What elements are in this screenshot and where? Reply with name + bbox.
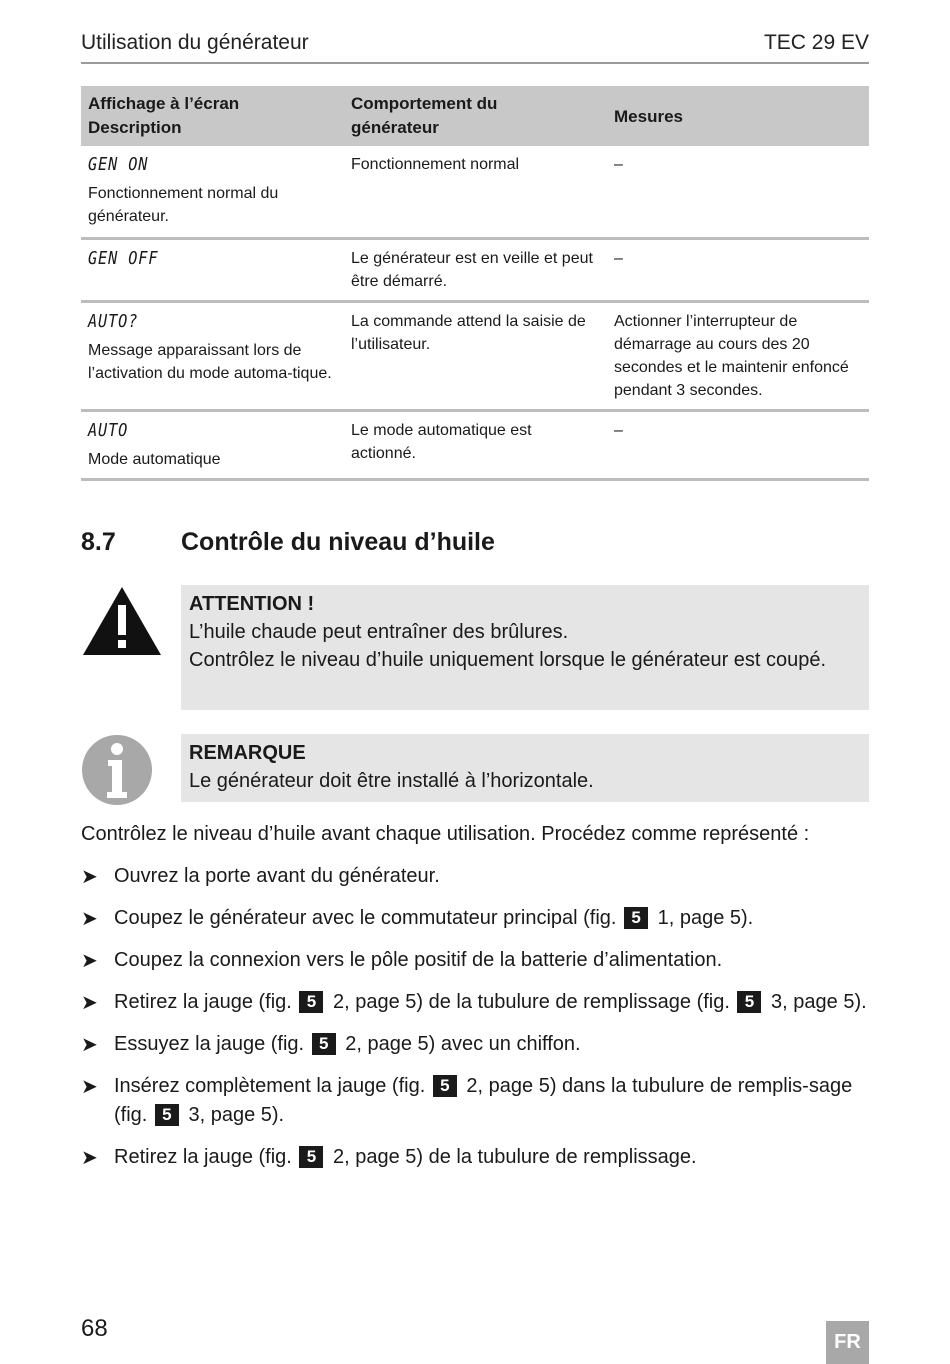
- row-description: Mode automatique: [88, 451, 221, 468]
- list-item: ➤ Retirez la jauge (fig. 5 2, page 5) de la tubulure de remplissage (fig. 5 3, page 5).: [81, 988, 871, 1017]
- table-cell-display: [81, 146, 344, 239]
- list-item: ➤ Coupez la connexion vers le pôle positif de la batterie d’alimentation.: [81, 946, 871, 975]
- lcd-display-text: GEN ON: [88, 154, 149, 175]
- arrow-bullet-icon: ➤: [81, 992, 98, 1014]
- table-cell-measures: Actionner l’interrupteur de démarrage au cours des 20 secondes et le maintenir enfoncé pendant 3 secondes.: [607, 302, 869, 411]
- list-item: ➤ Ouvrez la porte avant du générateur.: [81, 862, 871, 891]
- procedure-steps: [81, 862, 871, 1185]
- table-row: [81, 411, 869, 480]
- table-cell-display: [81, 411, 344, 480]
- figure-reference-badge: 5: [299, 991, 323, 1013]
- warning-triangle-icon: [81, 585, 163, 662]
- remarque-line-1: Le générateur doit être installé à l’horizontale.: [189, 770, 594, 792]
- intro-paragraph: Contrôlez le niveau d’huile avant chaque utilisation. Procédez comme représenté :: [81, 823, 810, 845]
- figure-reference-badge: 5: [312, 1033, 336, 1055]
- figure-reference-badge: 5: [155, 1104, 179, 1126]
- arrow-bullet-icon: ➤: [81, 908, 98, 930]
- column-header-behavior: Comportement du générateur: [344, 86, 607, 146]
- column-header-measures: Mesures: [607, 86, 869, 146]
- table-cell-behavior: Le générateur est en veille et peut être démarré.: [344, 239, 607, 302]
- column-header-display: Affichage à l’écran Description: [81, 86, 344, 146]
- figure-reference-badge: 5: [299, 1146, 323, 1168]
- page-header: [81, 30, 869, 64]
- remarque-notice: [181, 734, 869, 802]
- arrow-bullet-icon: ➤: [81, 950, 98, 972]
- section-title: Contrôle du niveau d’huile: [181, 528, 495, 556]
- attention-notice: [181, 585, 869, 710]
- attention-line-1: L’huile chaude peut entraîner des brûlures.: [189, 621, 569, 643]
- attention-line-2: Contrôlez le niveau d’huile uniquement lorsque le générateur est coupé.: [189, 649, 827, 671]
- language-badge: FR: [826, 1321, 869, 1364]
- row-description: Fonctionnement normal du générateur.: [88, 185, 279, 225]
- remarque-title: REMARQUE: [189, 742, 306, 764]
- figure-reference-badge: 5: [433, 1075, 457, 1097]
- table-cell-behavior: La commande attend la saisie de l’utilisateur.: [344, 302, 607, 411]
- table-cell-measures: –: [607, 239, 869, 302]
- figure-reference-badge: 5: [624, 907, 648, 929]
- list-item: ➤ Coupez le générateur avec le commutateur principal (fig. 5 1, page 5).: [81, 904, 871, 933]
- table-row: [81, 302, 869, 411]
- arrow-bullet-icon: ➤: [81, 1034, 98, 1056]
- section-number: 8.7: [81, 528, 116, 556]
- lcd-display-text: AUTO: [88, 420, 129, 441]
- table-cell-measures: –: [607, 146, 869, 239]
- lcd-display-text: AUTO?: [88, 311, 139, 332]
- page-number: 68: [81, 1315, 108, 1342]
- arrow-bullet-icon: ➤: [81, 1076, 98, 1098]
- list-item: ➤ Insérez complètement la jauge (fig. 5 2, page 5) dans la tubulure de remplis-sage (fig. 5 3, page 5).: [81, 1075, 853, 1126]
- table-row: [81, 146, 869, 239]
- header-chapter-title: Utilisation du générateur: [81, 31, 309, 54]
- row-description: Message apparaissant lors de l’activation du mode automa-tique.: [88, 342, 332, 382]
- arrow-bullet-icon: ➤: [81, 1147, 98, 1169]
- table-row: [81, 239, 869, 302]
- list-item: ➤ Retirez la jauge (fig. 5 2, page 5) de la tubulure de remplissage.: [81, 1143, 871, 1172]
- table-cell-measures: –: [607, 411, 869, 480]
- table-cell-behavior: Le mode automatique est actionné.: [344, 411, 607, 480]
- section-heading: [81, 528, 495, 557]
- table-cell-behavior: Fonctionnement normal: [344, 146, 607, 239]
- header-model-name: TEC 29 EV: [763, 31, 869, 54]
- lcd-display-text: GEN OFF: [88, 248, 159, 269]
- table-header-row: [81, 86, 869, 146]
- info-icon: [81, 734, 153, 811]
- figure-reference-badge: 5: [737, 991, 761, 1013]
- status-display-table: [81, 86, 869, 481]
- table-cell-display: [81, 239, 344, 302]
- arrow-bullet-icon: ➤: [81, 866, 98, 888]
- table-cell-display: [81, 302, 344, 411]
- list-item: ➤ Essuyez la jauge (fig. 5 2, page 5) avec un chiffon.: [81, 1030, 871, 1059]
- attention-title: ATTENTION !: [189, 593, 315, 615]
